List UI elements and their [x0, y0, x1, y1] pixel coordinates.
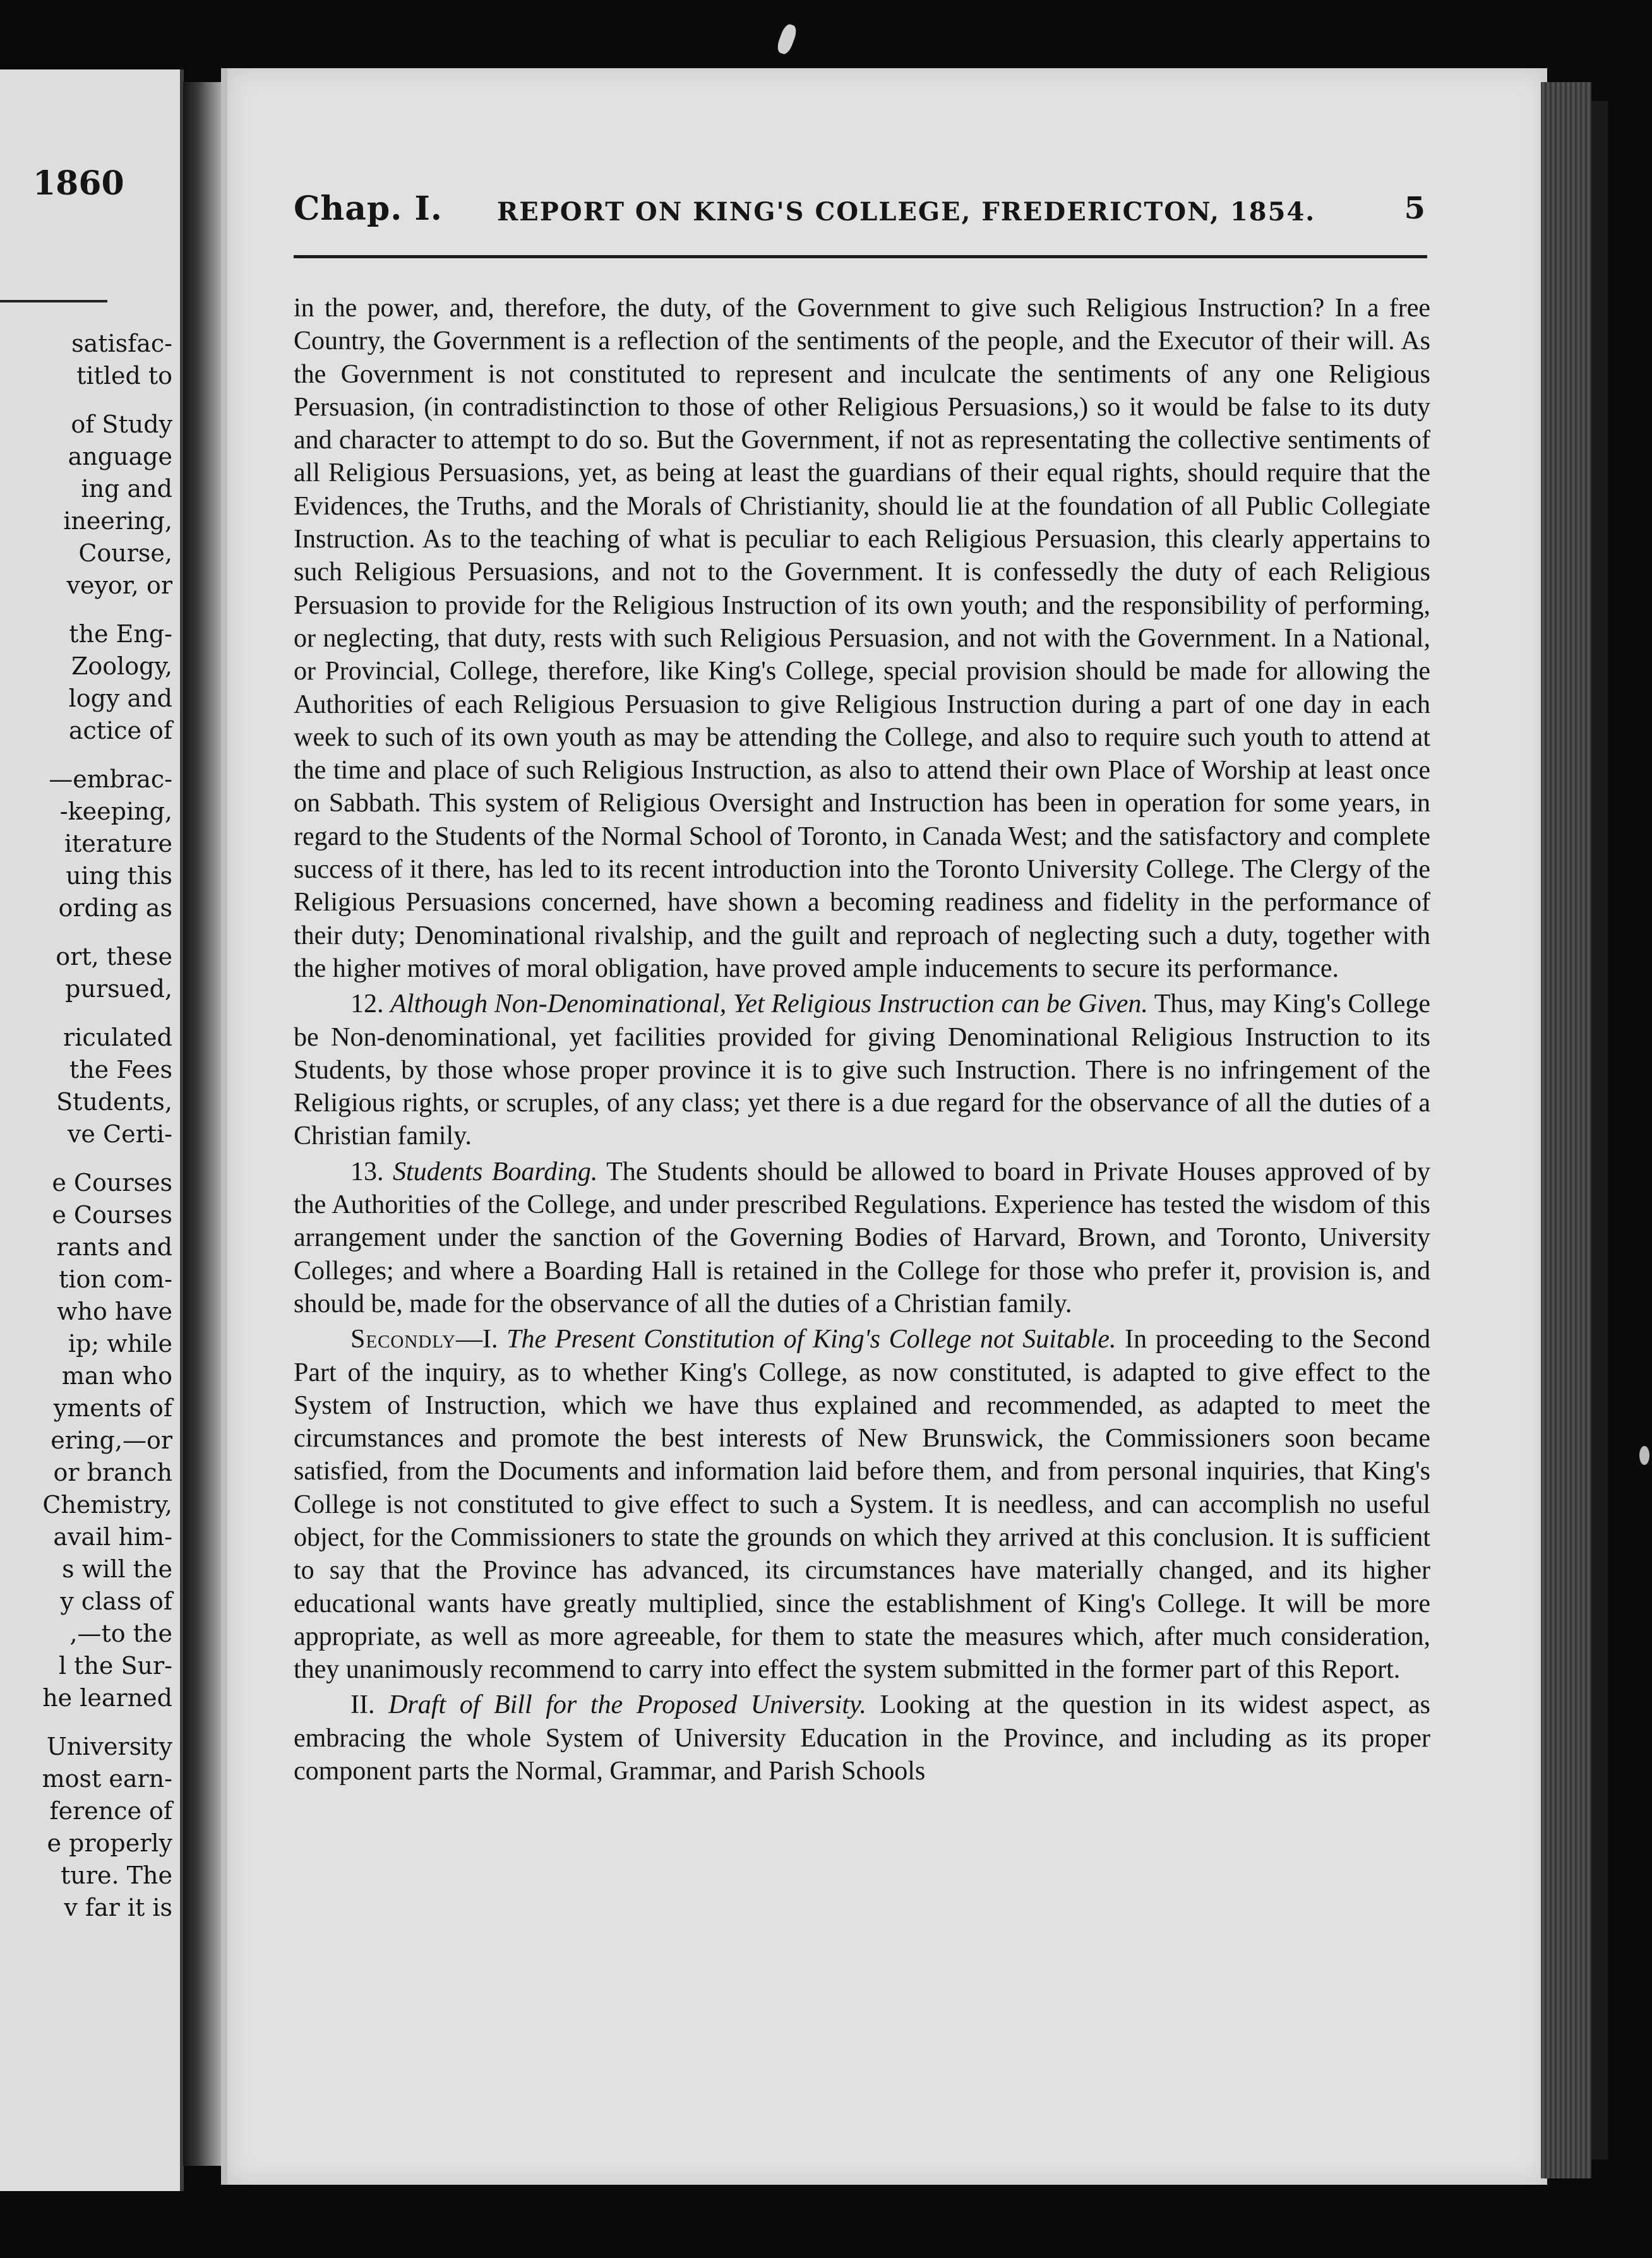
- book-cover-edge: [1591, 101, 1608, 2159]
- left-page-line: ve Certi-: [67, 1120, 172, 1148]
- left-page-line: y class of: [60, 1587, 172, 1615]
- paragraph-13-heading: Students Boarding.: [392, 1157, 598, 1186]
- paragraph-12: [294, 988, 1430, 1152]
- scan-dot: [1639, 1446, 1649, 1465]
- left-page-line: pursued,: [65, 975, 172, 1003]
- book-gutter-shadow: [183, 82, 221, 2166]
- left-page-line: e Courses: [52, 1169, 172, 1197]
- left-page-line: most earn-: [42, 1765, 172, 1793]
- secondly-text: In proceeding to the Second Part of the inquiry, as to whether King's College, as now constituted, is adapted to give effect to the System of Instruction, which we have thus explained and recommended, as adapted to meet the circumstances and promote the best interests of New Brunswick, the Commissioners soon became satisfied, from the Documents and information laid before them, and from personal inquiries, that King's College is not constituted to give effect to such a System. It is needless, and can accomplish no useful object, for the Commissioners to state the grounds on which they arrived at this conclusion. It is sufficient to say that the Province has advanced, its circumstances have materially changed, and its higher educational wants have greatly multiplied, since the establishment of King's College. It will be more appropriate, as well as more agreeable, for them to state the measures which, after much consideration, they unanimously recommend to carry into effect the system submitted in the former part of this Report.: [294, 1325, 1430, 1685]
- header-rule: [294, 255, 1427, 258]
- left-page-line: riculated: [63, 1024, 172, 1051]
- left-page-line: e Courses: [52, 1201, 172, 1229]
- left-page-line: ,—to the: [69, 1620, 172, 1647]
- left-page-line: the Eng-: [69, 620, 172, 648]
- left-page-line: rants and: [56, 1233, 172, 1261]
- paragraph-secondly: [294, 1323, 1430, 1686]
- left-page-line: ing and: [81, 475, 172, 503]
- left-page-line: actice of: [68, 717, 172, 744]
- left-facing-page: [0, 69, 184, 2191]
- paragraph-12-number: 12.: [350, 989, 384, 1019]
- left-page-line: l the Sur-: [58, 1652, 172, 1680]
- left-page-line: v far it is: [64, 1894, 172, 1921]
- left-page-line: titled to: [76, 362, 172, 390]
- left-page-line: ineering,: [63, 507, 172, 535]
- left-page-line: or branch: [53, 1459, 172, 1486]
- left-page-line: Chemistry,: [42, 1491, 172, 1519]
- paragraph-13-number: 13.: [350, 1157, 384, 1186]
- paragraph-continued: in the power, and, therefore, the duty, of the Government to give such Religious Instruction? In a free Country, the Government is a reflection of the sentiments of the people, and the Executor of their will. As the Government is not constituted to represent and inculcate the sentiments of any one Religious Persuasion, (in contradistinction to those of other Religious Persuasions,) so it would be false to its duty and character to attempt to do so. But the Government, if not as representating the collective sentiments of all Religious Persuasions, yet, as being at least the guardians of their equal rights, should require that the Evidences, the Truths, and the Morals of Christianity, should lie at the foundation of all Public Collegiate Instruction. As to the teaching of what is peculiar to each Religious Persuasion, this clearly appertains to such Religious Persuasions, and not to the Government. It is confessedly the duty of each Religious Persuasion to provide for the Religious Instruction of its own youth; and the responsibility of performing, or neglecting, that duty, rests with such Religious Persuasion, and not with the Government. In a National, or Provincial, College, therefore, like King's College, special provision should be made for allowing the Authorities of each Religious Persuasion to give Religious Instruction during a part of one day in each week to such of its own youth as may be attending the College, and also to require such youth to attend at the time and place of such Religious Instruction, as also to attend their own Place of Worship at least once on Sabbath. This system of Religious Oversight and Instruction has been in operation for some years, in regard to the Students of the Normal School of Toronto, in Canada West; and the satisfactory and complete success of it there, has led to its recent introduction into the Toronto University College. The Clergy of the Religious Persuasions concerned, have shown a becoming readiness and fidelity in the performance of their duty; Denominational rivalship, and the guilt and reproach of neglecting such a duty, together with the higher motives of moral obligation, have proved ample inducements to secure its performance.: [294, 294, 1430, 983]
- paragraph-12-text: Thus, may King's College be Non-denominational, yet facilities provided for giving Denominational Religious Instruction to its Students, by those whose proper province it is to give such Instruction. There is no infringement of the Religious rights, or scruples, of any class; yet there is a due regard for the observance of all the duties of a Christian family.: [294, 989, 1431, 1151]
- scan-mark: [775, 23, 798, 56]
- left-page-line: ip; while: [68, 1330, 172, 1358]
- left-page-line: iterature: [64, 830, 172, 857]
- left-page-line: yments of: [53, 1394, 172, 1422]
- secondly-number: —I.: [456, 1325, 498, 1354]
- left-page-line: veyor, or: [66, 571, 172, 599]
- paragraph-13: [294, 1156, 1430, 1320]
- body-text: [294, 292, 1430, 1790]
- left-page-rule: [0, 300, 107, 302]
- secondly-heading: The Present Constitution of King's College not Suitable.: [506, 1325, 1116, 1354]
- left-page-line: ering,—or: [51, 1426, 172, 1454]
- left-page-line: satisfac-: [71, 330, 172, 357]
- chapter-label: Chap. I.: [294, 189, 443, 228]
- left-page-line: anguage: [68, 443, 172, 470]
- book-page-edges: [1541, 82, 1591, 2178]
- left-page-line: e properly: [47, 1829, 172, 1857]
- paragraph-13-text: The Students should be allowed to board in Private Houses approved of by the Authorities of the College, and under prescribed Regulations. Experience has tested the wisdom of this arrangement under the sanction of the Governing Bodies of Harvard, Brown, and Toronto, University Colleges; and where a Boarding Hall is retained in the College for those who prefer it, provision is, and should be, made for the observance of all the duties of a Christian family.: [294, 1157, 1431, 1318]
- left-page-line: uing this: [66, 862, 172, 890]
- left-page-line: University: [46, 1733, 172, 1760]
- left-page-line: ort, these: [56, 943, 172, 971]
- page-number: 5: [1404, 191, 1425, 226]
- paragraph-12-heading: Although Non-Denominational, Yet Religious Instruction can be Given.: [390, 989, 1148, 1019]
- left-page-line: man who: [61, 1362, 172, 1390]
- left-page-line: avail him-: [53, 1523, 172, 1551]
- left-page-line: Zoology,: [71, 652, 172, 680]
- secondly-lead: Secondly: [350, 1325, 456, 1354]
- paragraph-ii: [294, 1688, 1430, 1788]
- left-page-line: of Study: [71, 410, 172, 438]
- left-page-line: who have: [56, 1298, 172, 1325]
- left-page-line: Course,: [78, 539, 172, 567]
- left-page-year: 1860: [33, 164, 124, 203]
- left-page-line: logy and: [68, 684, 172, 712]
- left-page-line: he learned: [42, 1684, 172, 1712]
- left-page-line: —embrac-: [49, 765, 172, 793]
- paragraph-ii-text: Looking at the question in its widest aspect, as embracing the whole System of University Education in the Province, and including as its proper component parts the Normal, Grammar, and Parish Schools: [294, 1690, 1431, 1786]
- left-page-line: ference of: [49, 1797, 172, 1825]
- running-title: REPORT ON KING'S COLLEGE, FREDERICTON, 1854.: [497, 197, 1316, 227]
- paragraph-ii-heading: Draft of Bill for the Proposed University.: [388, 1690, 866, 1720]
- page-header: [294, 189, 1430, 234]
- paragraph-ii-number: II.: [350, 1690, 375, 1720]
- left-page-line: Students,: [56, 1088, 172, 1116]
- left-page-line: ording as: [58, 894, 172, 922]
- left-page-line: -keeping,: [59, 797, 172, 825]
- left-page-line: ture. The: [61, 1861, 172, 1889]
- left-page-line: tion com-: [59, 1265, 172, 1293]
- left-page-line: s will the: [62, 1555, 172, 1583]
- left-page-line: the Fees: [69, 1056, 172, 1084]
